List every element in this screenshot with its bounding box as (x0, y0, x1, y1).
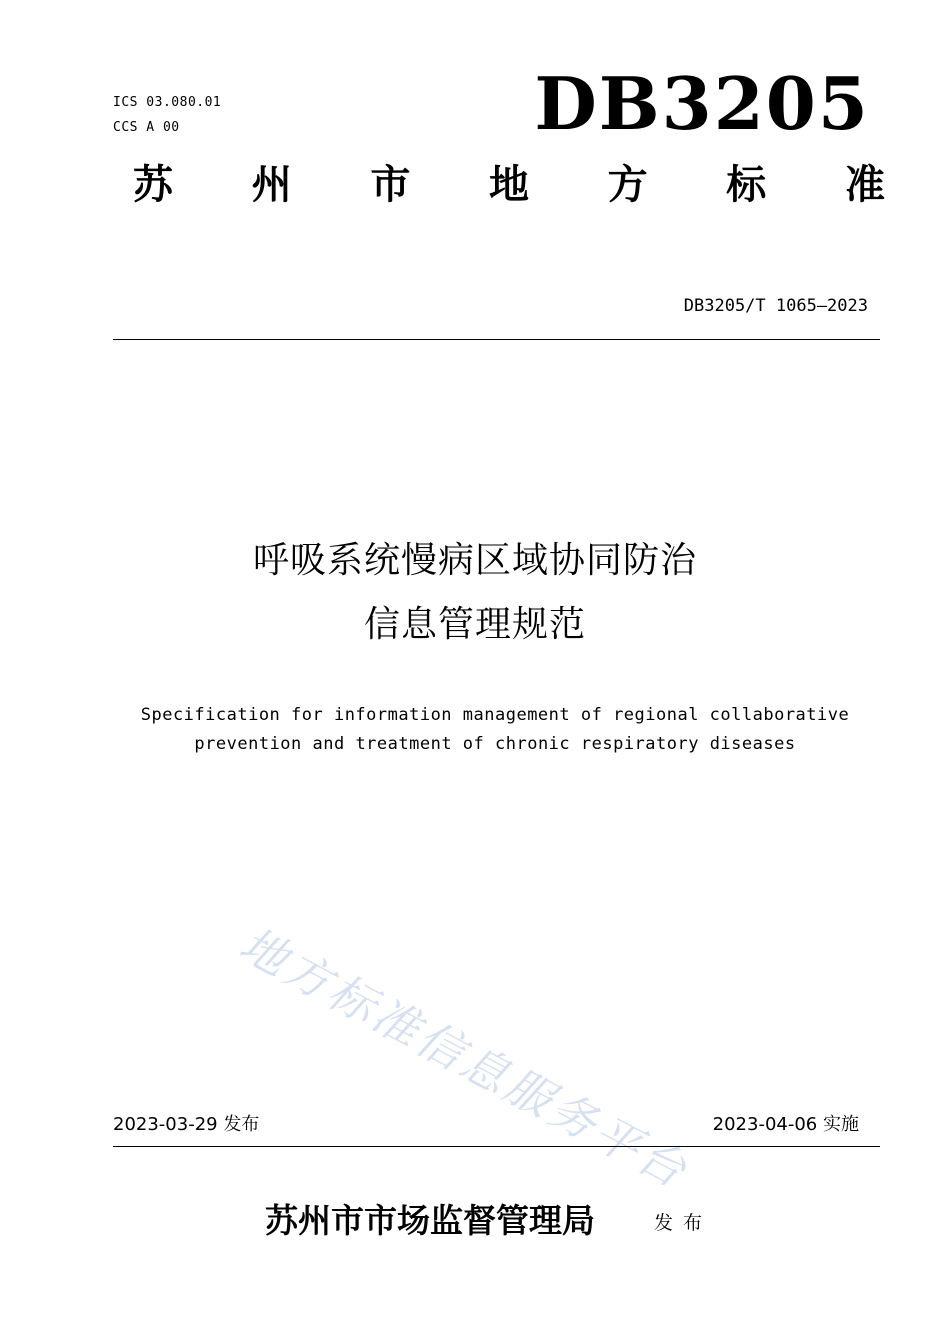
top-divider (113, 339, 880, 340)
publish-label: 发布 (654, 1212, 713, 1234)
standard-type-char: 方 (607, 161, 648, 208)
issue-date: 2023-03-29 发布 (113, 1114, 260, 1135)
standard-type-char: 市 (370, 161, 411, 208)
ics-code: ICS 03.080.01 (113, 95, 222, 110)
ccs-code: CCS A 00 (113, 120, 180, 135)
title-en-line-1: Specification for information management of regional collaborative (140, 705, 850, 725)
standard-type-char: 州 (251, 161, 292, 208)
implementation-date: 2023-04-06 实施 (712, 1114, 859, 1135)
title-en-line-2: prevention and treatment of chronic respiratory diseases (194, 734, 796, 754)
title-cn-line-1: 呼吸系统慢病区域协同防治 (252, 540, 697, 581)
standard-type-char: 标 (726, 161, 767, 208)
standard-number: DB3205/T 1065—2023 (683, 296, 868, 316)
standard-type-char: 苏 (133, 161, 173, 208)
standard-type-char: 准 (844, 161, 885, 208)
watermark: 地方标准信息服务平台 (230, 916, 698, 1200)
standard-type-title (133, 161, 885, 208)
title-cn-line-2: 信息管理规范 (363, 604, 586, 645)
standard-type-char: 地 (488, 161, 529, 208)
db-logo: DB3205 (534, 61, 870, 146)
bottom-divider (113, 1146, 880, 1147)
publisher-name: 苏州市市场监督管理局 (265, 1201, 595, 1240)
